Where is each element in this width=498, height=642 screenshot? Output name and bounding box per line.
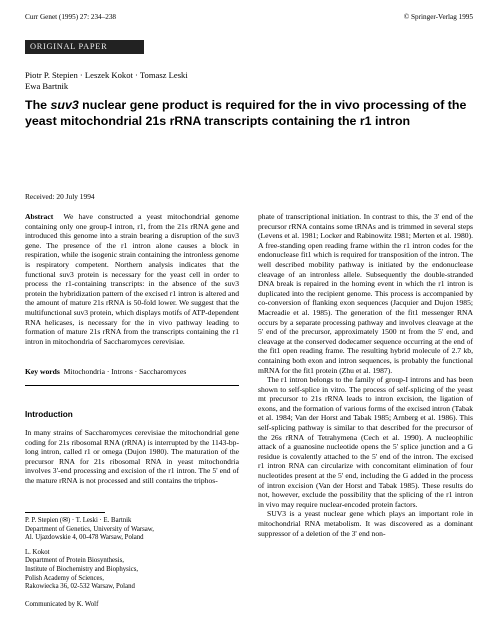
section-heading-introduction: Introduction bbox=[25, 410, 73, 419]
affiliation-2-name: L. Kokot bbox=[25, 548, 50, 556]
abstract-text: We have constructed a yeast mitochondrial genome containing only one group-I intron, r1, from the 21s rRNA gene and introduced this genome into a strain bearing a disruption of the suv3 gene. The presence of the r1 intron alone causes a block in respiration, while the isogenic strain containing the intronless genome is respiratory competent. Northern analysis indicates that the functional suv3 protein is necessary for the yeast cell in order to process the r1-containing transcripts: in the absence of the suv3 protein the hybridization pattern of the excised r1 intron is altered and the amount of mature 21s rRNA is 50-fold lower. We suggest that the multifunctional suv3 protein, which displays motifs of ATP-dependent RNA helicases, is necessary for the in vivo pathway leading to formation of mature 21s rRNA from the transcripts containing the r1 intron in mitochondria of Saccharomyces cerevisiae. bbox=[25, 212, 239, 346]
affiliation-1-line-1: Department of Genetics, University of Warsaw, bbox=[25, 525, 154, 533]
authors-line-2: Ewa Bartnik bbox=[25, 81, 69, 91]
affiliations bbox=[25, 517, 239, 609]
affiliation-1-line-2: Al. Ujazdowskie 4, 00-478 Warsaw, Poland bbox=[25, 534, 144, 542]
keywords-text: Mitochondria · Introns · Saccharomyces bbox=[63, 367, 187, 376]
paragraph-2: The r1 intron belongs to the family of group-I introns and has been shown to self-splice in vitro. The process of self-splicing of the yeast mt precursor to 21s rRNA leads to intron excision, the ligation of exons, and the formation of various forms of the excised intron (Tabak et al. 1984; Van der Horst and Tabak 1985; Arnberg et al. 1986). This self-splicing pathway is similar to that described for the precursor of the 26s rRNA of Tetrahymena (Cech et al. 1990). A nucleophilic attack of a guanosine nucleotide opens the 5' splice junction and a G residue is covalently attached to the 5' end of the intron. The excised r1 intron RNA can circularize with concomitant elimination of four nucleotides present at the 5' end, including the G added in the process of intron excision (Van der Horst and Tabak 1985). These results do not, however, exclude the possibility that the splicing of the r1 intron in vivo may require nuclear-encoded protein factors. bbox=[258, 375, 473, 509]
title-line-2: yeast mitochondrial 21s rRNA transcripts containing the r1 intron bbox=[25, 114, 411, 128]
right-column bbox=[258, 212, 473, 538]
footnote-divider bbox=[25, 512, 105, 513]
communicated-by: Communicated by K. Wolf bbox=[25, 600, 99, 608]
received-date: Received: 20 July 1994 bbox=[25, 192, 95, 201]
article-type-banner: ORIGINAL PAPER bbox=[25, 40, 144, 54]
journal-reference: Curr Genet (1995) 27: 234–238 bbox=[25, 13, 117, 21]
title-pre: The bbox=[25, 98, 51, 112]
publisher-copyright: © Springer-Verlag 1995 bbox=[403, 13, 473, 21]
abstract bbox=[25, 212, 239, 346]
affiliation-2-line-3: Polish Academy of Sciences, bbox=[25, 574, 104, 582]
paragraph-1: phate of transcriptional initiation. In contrast to this, the 3' end of the precursor rRNA contains some tRNAs and is trimmed in several steps (Levens et al. 1981; Locker and Rabinowitz 1981; Merten et al. 1980). A free-standing open reading frame within the r1 intron codes for the endonuclease fit1 which is required for transposition of the intron. The well described mobility pathway is initiated by the endonuclease cleavage of an intronless allele. Subsequently the double-stranded DNA break is repaired in the homing event in which the r1 intron is duplicated into the recipient genome. This process is accompanied by co-conversion of flanking exon sequences (Jacquier and Dujon 1985; Macreadie et al. 1985). The generation of the fit1 messenger RNA occurs by a separate processing pathway and involves cleavage at the 5' end of the precursor, approximately 1500 nt from the 5' end, and cleavage at the conserved dodecamer sequence occurring at the end of the fit1 open reading frame. The resulting hybrid molecule of 2.7 kb, containing both exon and intron sequences, is probably the functional mRNA for the fit1 protein (Zhu et al. 1987). bbox=[258, 212, 473, 375]
title-line-1 bbox=[25, 97, 485, 113]
affiliation-2-line-1: Department of Protein Biosynthesis, bbox=[25, 557, 124, 565]
title-post: nuclear gene product is required for the in vivo processing of the bbox=[78, 98, 467, 112]
affiliation-2-line-4: Rakowiecka 36, 02-532 Warsaw, Poland bbox=[25, 583, 135, 591]
affiliation-1-names: P. P. Stepien (✉) · T. Leski · E. Bartnik bbox=[25, 517, 132, 524]
authors-line-1: Piotr P. Stepien · Leszek Kokot · Tomasz Leski bbox=[25, 70, 188, 80]
keywords-divider bbox=[25, 385, 239, 386]
paragraph-3: SUV3 is a yeast nuclear gene which plays an important role in mitochondrial RNA metabolism. It was discovered as a dominant suppressor of a deletion of the 3' end non- bbox=[258, 509, 473, 538]
article-title bbox=[25, 97, 485, 129]
introduction-text: In many strains of Saccharomyces cerevisiae the mitochondrial gene coding for 21s ribosomal RNA (rRNA) is interrupted by the 1143-bp-long intron, called r1 or omega (Dujon 1980). The maturation of the precursor RNA for 21s ribosomal RNA in yeast mitochondria involves 3'-end processing and excision of the r1 intron. The 5' end of the mature rRNA is not processed and still contains the triphos- bbox=[25, 428, 239, 485]
keywords bbox=[25, 367, 239, 377]
affiliation-2-line-2: Institute of Biochemistry and Biophysics, bbox=[25, 565, 139, 573]
title-gene: suv3 bbox=[50, 98, 79, 112]
abstract-label: Abstract bbox=[25, 212, 54, 221]
keywords-label: Key words bbox=[25, 367, 60, 376]
